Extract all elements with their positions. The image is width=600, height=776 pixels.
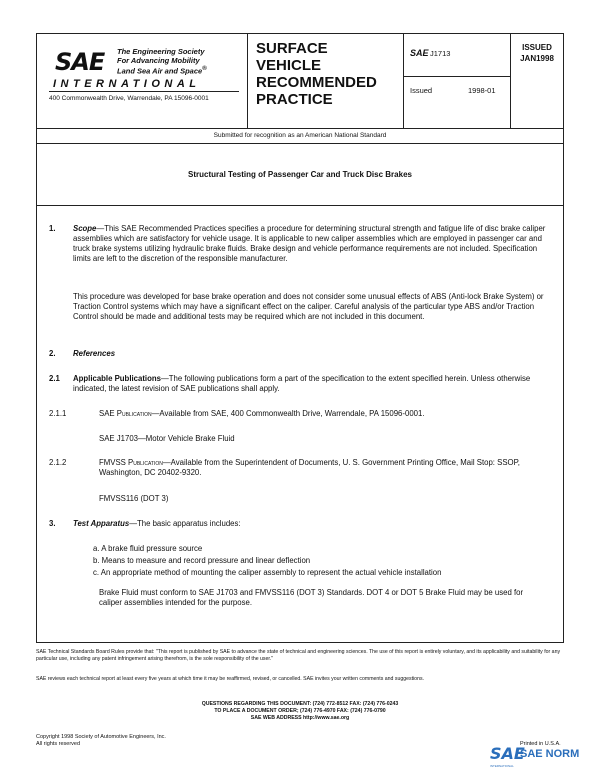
section-label: Applicable Publications bbox=[73, 374, 161, 383]
section-sae-publication: SAE Publication—Available from SAE, 400 Commonwealth Drive, Warrendale, PA 15096-0001. bbox=[99, 409, 425, 418]
section-label: Scope bbox=[73, 224, 97, 233]
section-number: 2. bbox=[49, 349, 56, 358]
brand-watermark: SAE NORM bbox=[520, 748, 580, 760]
section-label: SAE Publication bbox=[99, 409, 152, 418]
section-label: FMVSS Publication bbox=[99, 458, 163, 467]
international-label: INTERNATIONAL bbox=[53, 78, 201, 90]
section-label: Test Apparatus bbox=[73, 519, 130, 528]
paragraph: This procedure was developed for base brake operation and does not consider some unusual effects of ABS (Anti-lock Brake System) or Traction Control systems which may have a significant effect on the caliper. Careful analysis of the particular type ABS and/or Traction Control should be made and additional tests may be required which are not included in this document. bbox=[73, 292, 544, 321]
divider bbox=[49, 91, 239, 92]
submitted-note: Submitted for recognition as an American National Standard bbox=[213, 132, 387, 139]
document-header bbox=[37, 34, 563, 144]
contact-questions: QUESTIONS REGARDING THIS DOCUMENT: (724) 772-8512 FAX: (724) 776-0243 bbox=[201, 701, 399, 707]
document-title: Structural Testing of Passenger Car and Truck Disc Brakes bbox=[37, 144, 563, 206]
list-item: a. A brake fluid pressure source bbox=[93, 544, 203, 553]
doc-number: J1713 bbox=[430, 49, 451, 58]
section-number: 1. bbox=[49, 224, 56, 233]
document-type: SURFACE VEHICLE RECOMMENDED PRACTICE bbox=[256, 40, 377, 108]
document-type-block bbox=[248, 34, 404, 128]
brand-logo: SAE bbox=[490, 744, 525, 763]
section-test-apparatus: Test Apparatus—The basic apparatus includes: bbox=[73, 519, 241, 528]
section-number: 2.1.2 bbox=[49, 458, 67, 467]
section-number: 3. bbox=[49, 519, 56, 528]
section-scope: Scope—This SAE Recommended Practices specifies a procedure for determining structural strength and fatigue life of disc brake caliper assemblies which are satisfactory for vehicle usage. It is applicable to new caliper assemblies which are employed in passenger car and truck brake systems utilizing hydraulic brake fluids. Brake design and vehicle performance requirements are not included. Specification limits are left to the discretion of the responsible manufacturer. bbox=[73, 224, 546, 263]
document-frame bbox=[36, 33, 564, 643]
footer-disclaimer: SAE reviews each technical report at least every five years at which time it may be reaffirmed, revised, or cancelled. SAE invites your written comments and suggestions. bbox=[36, 676, 424, 682]
section-number: 2.1 bbox=[49, 374, 60, 383]
issued-label: Issued bbox=[410, 86, 433, 95]
paragraph: Brake Fluid must conform to SAE J1703 and FMVSS116 (DOT 3) Standards. DOT 4 or DOT 5 Brake Fluid may be used for caliper assemblies intended for the purpose. bbox=[99, 588, 524, 607]
doc-prefix: SAE bbox=[410, 48, 429, 58]
brand-subtext: INTERNATIONAL bbox=[490, 764, 514, 768]
issued-value: 1998-01 bbox=[468, 86, 496, 95]
section-fmvss-publication: FMVSS Publication—Available from the Superintendent of Documents, U. S. Government Printing Office, Mail Stop: SSOP, Washington, DC 20402-9320. bbox=[99, 458, 520, 477]
society-tagline: The Engineering Society For Advancing Mobility Land Sea Air and Space® bbox=[117, 47, 207, 76]
publisher-address: 400 Commonwealth Drive, Warrendale, PA 15096-0001 bbox=[49, 95, 209, 102]
section-label: References bbox=[73, 349, 116, 358]
list-item: b. Means to measure and record pressure and linear deflection bbox=[93, 556, 311, 565]
contact-order: TO PLACE A DOCUMENT ORDER; (724) 776-4970 FAX: (724) 776-0790 bbox=[214, 708, 386, 714]
copyright: Copyright 1998 Society of Automotive Engineers, Inc. All rights reserved bbox=[36, 734, 166, 747]
sae-logo: SAE bbox=[55, 48, 105, 76]
reference-item: SAE J1703—Motor Vehicle Brake Fluid bbox=[99, 434, 235, 443]
section-number: 2.1.1 bbox=[49, 409, 67, 418]
printed-note: Printed in U.S.A. bbox=[520, 741, 561, 747]
list-item: c. An appropriate method of mounting the caliper assembly to represent the actual vehicle installation bbox=[93, 568, 442, 577]
issued-block bbox=[511, 34, 563, 128]
document-number-block bbox=[404, 34, 511, 128]
issued-status: ISSUED JAN1998 bbox=[520, 43, 554, 63]
web-address: SAE WEB ADDRESS http://www.sae.org bbox=[250, 715, 350, 721]
section-applicable-publications: Applicable Publications—The following publications form a part of the specification to the extent specified herein. Unless otherwise indicated, the latest revision of SAE publications shall apply. bbox=[73, 374, 531, 393]
reference-item: FMVSS116 (DOT 3) bbox=[99, 494, 169, 503]
footer-disclaimer: SAE Technical Standards Board Rules provide that: "This report is published by SAE to advance the state of technical and engineering sciences. The use of this report is entirely voluntary, and its applicability and suitability for any particular use, including any patent infringement arising therefrom, is the sole responsibility of the user." bbox=[36, 649, 561, 662]
divider bbox=[404, 76, 511, 77]
publisher-block bbox=[37, 34, 248, 128]
